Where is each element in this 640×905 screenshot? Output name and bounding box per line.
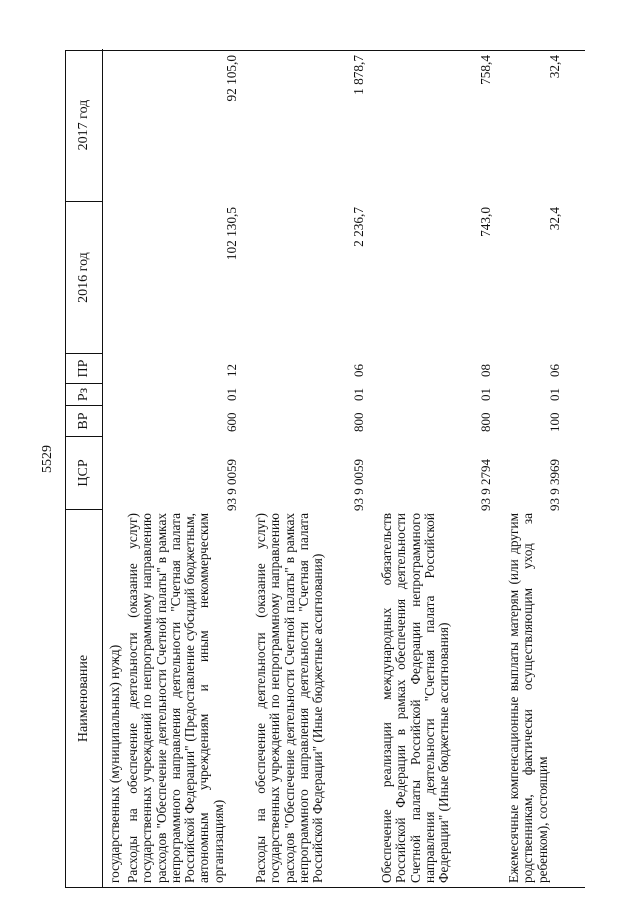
table-row-3-vr: 800 <box>478 412 493 432</box>
table-row-2-rz: 01 <box>351 388 366 401</box>
col-header-csr: ЦСР <box>66 436 103 509</box>
table-row-4-rz: 01 <box>547 388 562 401</box>
col-header-2017: 2017 год <box>66 49 103 201</box>
table-row-3-2016: 743,0 <box>478 207 493 237</box>
table-row-4-vr: 100 <box>547 412 562 432</box>
col-header-pr: ПР <box>66 353 103 383</box>
budget-table <box>65 50 585 888</box>
table-row-4-pr: 06 <box>547 364 562 377</box>
table-row-1-csr: 93 9 0059 <box>224 459 239 511</box>
table-row-1-pr: 12 <box>224 364 239 377</box>
table-row-1-vr: 600 <box>224 412 239 432</box>
col-header-rz: Рз <box>66 383 103 405</box>
table-row-2-2016: 2 236,7 <box>351 207 366 247</box>
table-row-2-vr: 800 <box>351 412 366 432</box>
table-row-1-rz: 01 <box>224 388 239 401</box>
table-row-3-name: Обеспечение реализации международных обязательств Российской Федерации в рамках обеспечения деятельности Счетной палаты Российской Федерации непрограммного направления деятельности "Счетная палата Российской Федерации" (Иные бюджетные ассигнования) <box>379 513 452 883</box>
table-row-3-csr: 93 9 2794 <box>478 459 493 511</box>
rotated-table-page <box>65 50 585 888</box>
table-row-1-2016: 102 130,5 <box>224 207 239 261</box>
table-row-4-2016: 32,4 <box>547 207 562 231</box>
col-header-name: Наименование <box>66 509 103 887</box>
table-row-0-name: государственных (муниципальных) нужд) <box>107 644 122 883</box>
table-row-4-name: Ежемесячные компенсационные выплаты матерям (или другим родственникам, фактически осуществляющим уход за ребенком), состоящим <box>506 513 550 883</box>
col-header-vr: ВР <box>66 405 103 436</box>
table-row-3-2017: 758,4 <box>478 55 493 85</box>
col-header-2016: 2016 год <box>66 201 103 353</box>
table-row-2-csr: 93 9 0059 <box>351 459 366 511</box>
table-row-3-pr: 08 <box>478 364 493 377</box>
table-row-2-2017: 1 878,7 <box>351 55 366 95</box>
table-row-1-name: Расходы на обеспечение деятельности (оказание услуг) государственных учреждений по непрограммному направлению расходов "Обеспечение деятельности Счетной палаты" в рамках непрограммного направления деятельности "Счетная палата Российской Федерации" (Предоставление субсидий бюджетным, автономным учреждениям и иным некоммерческим организациям) <box>125 513 226 883</box>
table-row-4-2017: 32,4 <box>547 55 562 79</box>
table-row-3-rz: 01 <box>478 388 493 401</box>
table-row-2-pr: 06 <box>351 364 366 377</box>
table-row-2-name: Расходы на обеспечение деятельности (оказание услуг) государственных учреждений по непрограммному направлению расходов "Обеспечение деятельности Счетной палаты" в рамках непрограммного направления деятельности "Счетная палата Российской Федерации" (Иные бюджетные ассигнования) <box>253 513 326 883</box>
page-number: 5529 <box>40 445 55 473</box>
table-row-1-2017: 92 105,0 <box>224 55 239 102</box>
table-row-4-csr: 93 9 3969 <box>547 459 562 511</box>
